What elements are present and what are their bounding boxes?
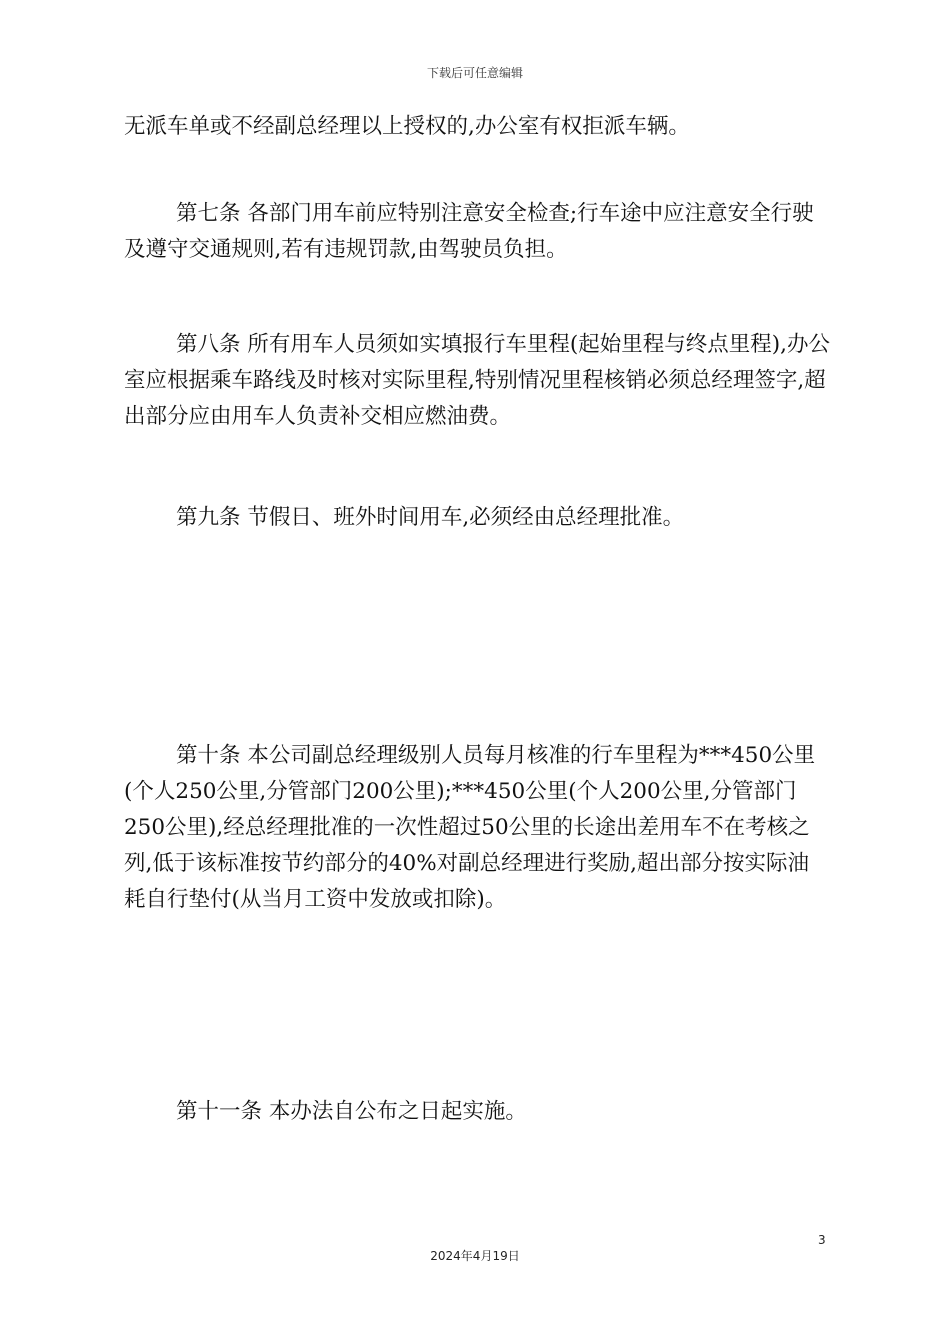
article-7: 第七条 各部门用车前应特别注意安全检查;行车途中应注意安全行驶及遵守交通规则,若有违规罚款,由驾驶员负担。 — [124, 201, 814, 262]
article-9: 第九条 节假日、班外时间用车,必须经由总经理批准。 — [176, 505, 685, 530]
article-10: 第十条 本公司副总经理级别人员每月核准的行车里程为***450公里(个人250公里,分管部门200公里);***450公里(个人200公里,分管部门250公里),经总经理批准的一次性超过50公里的长途出差用车不在考核之列,低于该标准按节约部分的40%对副总经理进行奖励,超出部分按实际油耗自行垫付(从当月工资中发放或扣除)。 — [124, 743, 816, 912]
paragraph-continuation: 无派车单或不经副总经理以上授权的,办公室有权拒派车辆。 — [124, 114, 690, 139]
page-header: 下载后可任意编辑 — [426, 66, 523, 80]
page-number: 3 — [818, 1233, 826, 1247]
article-11: 第十一条 本办法自公布之日起实施。 — [176, 1099, 527, 1124]
article-8: 第八条 所有用车人员须如实填报行车里程(起始里程与终点里程),办公室应根据乘车路线及时核对实际里程,特别情况里程核销必须总经理签字,超出部分应由用车人负责补交相应燃油费。 — [124, 332, 830, 429]
footer-date: 2024年4月19日 — [430, 1249, 520, 1263]
